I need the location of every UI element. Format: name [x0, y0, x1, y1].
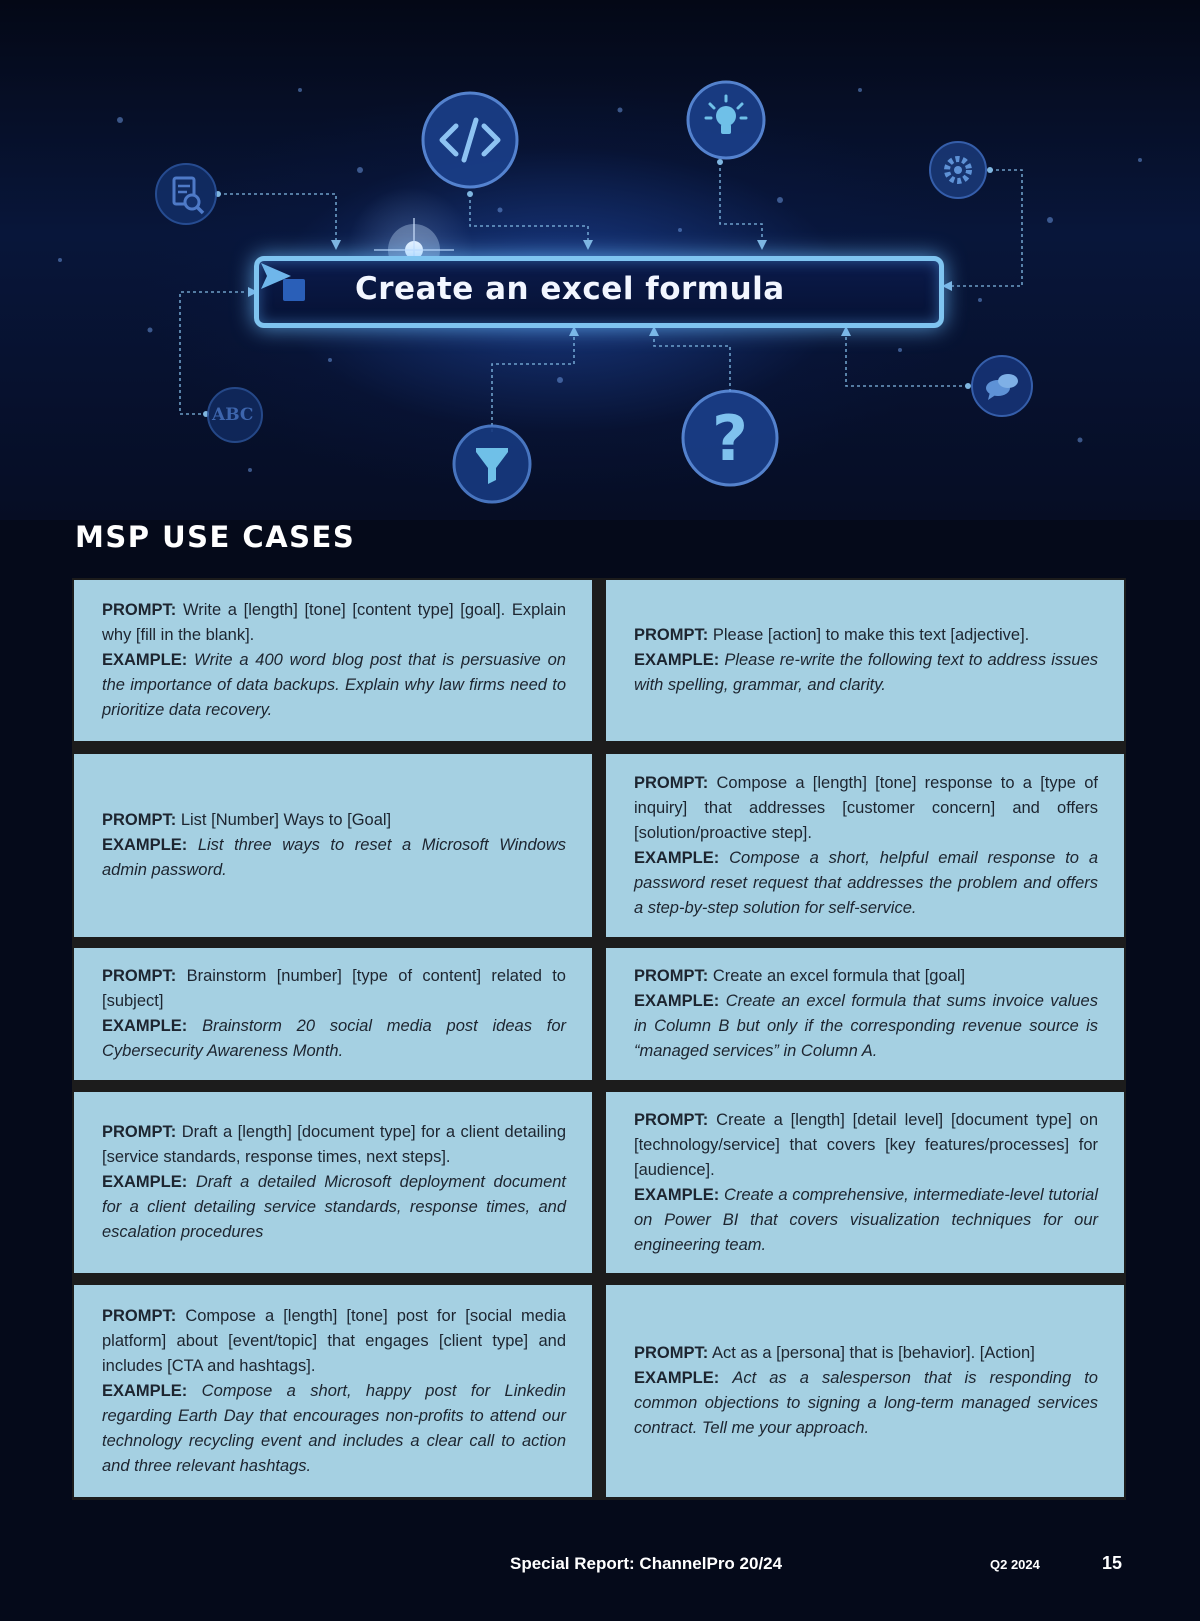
example-text: Compose a short, helpful email response to a password reset request that addresses the problem and offers a step-by-step solution for self-service. [634, 848, 1098, 917]
prompt-label: PROMPT: [102, 601, 177, 619]
example-line [102, 1379, 566, 1479]
prompt-label: PROMPT: [102, 967, 177, 985]
chat-icon [970, 354, 1034, 418]
prompt-text: Compose a [length] [tone] post for [social media platform] about [event/topic] that engages [client type] and includes [CTA and hashtags]. [102, 1306, 566, 1375]
section-title: MSP USE CASES [75, 520, 356, 554]
use-case-grid [72, 578, 1126, 1500]
prompt-text: Create an excel formula that [goal] [712, 967, 966, 985]
abc-icon [206, 386, 264, 444]
use-case-card [606, 1092, 1124, 1273]
example-label: EXAMPLE: [634, 1369, 720, 1387]
use-case-card [74, 580, 592, 741]
prompt-text: Please [action] to make this text [adjective]. [712, 626, 1030, 644]
prompt-line [102, 598, 566, 648]
example-text: Draft a detailed Microsoft deployment document for a client detailing service standards, response times, and escalation procedures [102, 1173, 567, 1241]
prompt-line [102, 964, 566, 1014]
example-text: Compose a short, happy post for Linkedin regarding Earth Day that encourages non-profits to attend our technology recycling event and includes a clear call to action and three relevant hashtags. [102, 1381, 566, 1475]
prompt-label: PROMPT: [102, 1306, 177, 1325]
example-label: EXAMPLE: [102, 836, 188, 854]
example-line [102, 1170, 566, 1245]
prompt-label: PROMPT: [634, 626, 709, 644]
example-text: Please re-write the following text to address issues with spelling, grammar, and clarity. [634, 651, 1098, 694]
prompt-text: Create a [length] [detail level] [document type] on [technology/service] that covers [key features/processes] for [audience]. [634, 1110, 1098, 1179]
prompt-text: Compose a [length] [tone] response to a [type of inquiry] that addresses [customer concern] and offers [solution/proactive step]. [634, 773, 1098, 842]
prompt-label: PROMPT: [102, 811, 177, 829]
prompt-label: PROMPT: [102, 1123, 177, 1141]
question-icon [680, 388, 780, 488]
example-label: EXAMPLE: [634, 992, 720, 1010]
prompt-text: Act as a [persona] that is [behavior]. [Action] [711, 1344, 1035, 1362]
example-text: Brainstorm 20 social media post ideas for Cybersecurity Awareness Month. [102, 1017, 567, 1060]
send-icon [259, 261, 293, 291]
example-text: Create a comprehensive, intermediate-level tutorial on Power BI that covers visualization techniques for our engineering team. [634, 1185, 1098, 1254]
gear-icon [928, 140, 988, 200]
use-case-card [606, 1285, 1124, 1497]
page-number: 15 [1102, 1553, 1123, 1573]
use-case-card [74, 754, 592, 937]
use-case-card [74, 1285, 592, 1497]
example-line [634, 989, 1098, 1064]
prompt-label: PROMPT: [634, 1344, 709, 1362]
prompt-text: Write a [length] [tone] [content type] [goal]. Explain why [fill in the blank]. [102, 601, 566, 644]
prompt-line [634, 771, 1098, 846]
example-text: Create an excel formula that sums invoice values in Column B but only if the corresponding revenue source is “managed services” in Column A. [634, 992, 1098, 1060]
prompt-line [102, 1304, 566, 1379]
filter-icon [452, 424, 532, 504]
example-label: EXAMPLE: [634, 651, 720, 669]
example-label: EXAMPLE: [102, 651, 188, 669]
example-label: EXAMPLE: [634, 1185, 720, 1204]
prompt-line [102, 1120, 566, 1170]
use-case-card [74, 948, 592, 1080]
example-line [102, 833, 566, 883]
example-label: EXAMPLE: [102, 1173, 188, 1191]
lightbulb-icon [686, 80, 766, 160]
example-label: EXAMPLE: [634, 848, 720, 867]
footer-issue: Q2 2024 [990, 1557, 1040, 1572]
example-line [634, 1183, 1098, 1258]
use-case-card [74, 1092, 592, 1273]
example-text: Act as a salesperson that is responding to common objections to signing a long-term managed services contract. Tell me your approach. [634, 1369, 1098, 1437]
example-label: EXAMPLE: [102, 1017, 188, 1035]
prompt-label: PROMPT: [634, 773, 709, 792]
example-line [634, 846, 1098, 921]
prompt-text: Brainstorm [number] [type of content] related to [subject] [102, 967, 566, 1010]
prompt-text: List [Number] Ways to [Goal] [180, 811, 392, 829]
prompt-line [634, 1341, 1098, 1366]
use-case-card [606, 948, 1124, 1080]
example-line [634, 1366, 1098, 1441]
example-line [102, 1014, 566, 1064]
prompt-text: Draft a [length] [document type] for a client detailing [service standards, response times, next steps]. [102, 1123, 566, 1166]
abc-label: ABC [212, 405, 254, 425]
use-case-card [606, 580, 1124, 741]
prompt-line [634, 964, 1098, 989]
document-search-icon [154, 162, 218, 226]
prompt-label: PROMPT: [634, 1110, 709, 1129]
prompt-bar [254, 256, 944, 328]
example-text: Write a 400 word blog post that is persuasive on the importance of data backups. Explain why law firms need to prioritize data recovery. [102, 651, 566, 719]
prompt-line [634, 623, 1098, 648]
example-label: EXAMPLE: [102, 1381, 188, 1400]
example-line [102, 648, 566, 723]
svg-text:?: ? [712, 402, 748, 475]
code-icon [420, 90, 520, 190]
prompt-text: Create an excel formula [355, 271, 785, 307]
prompt-line [102, 808, 566, 833]
example-line [634, 648, 1098, 698]
example-text: List three ways to reset a Microsoft Windows admin password. [102, 836, 566, 879]
hero-image [0, 0, 1200, 520]
footer-title: Special Report: ChannelPro 20/24 [510, 1554, 783, 1573]
prompt-label: PROMPT: [634, 967, 709, 985]
use-case-card [606, 754, 1124, 937]
prompt-line [634, 1108, 1098, 1183]
